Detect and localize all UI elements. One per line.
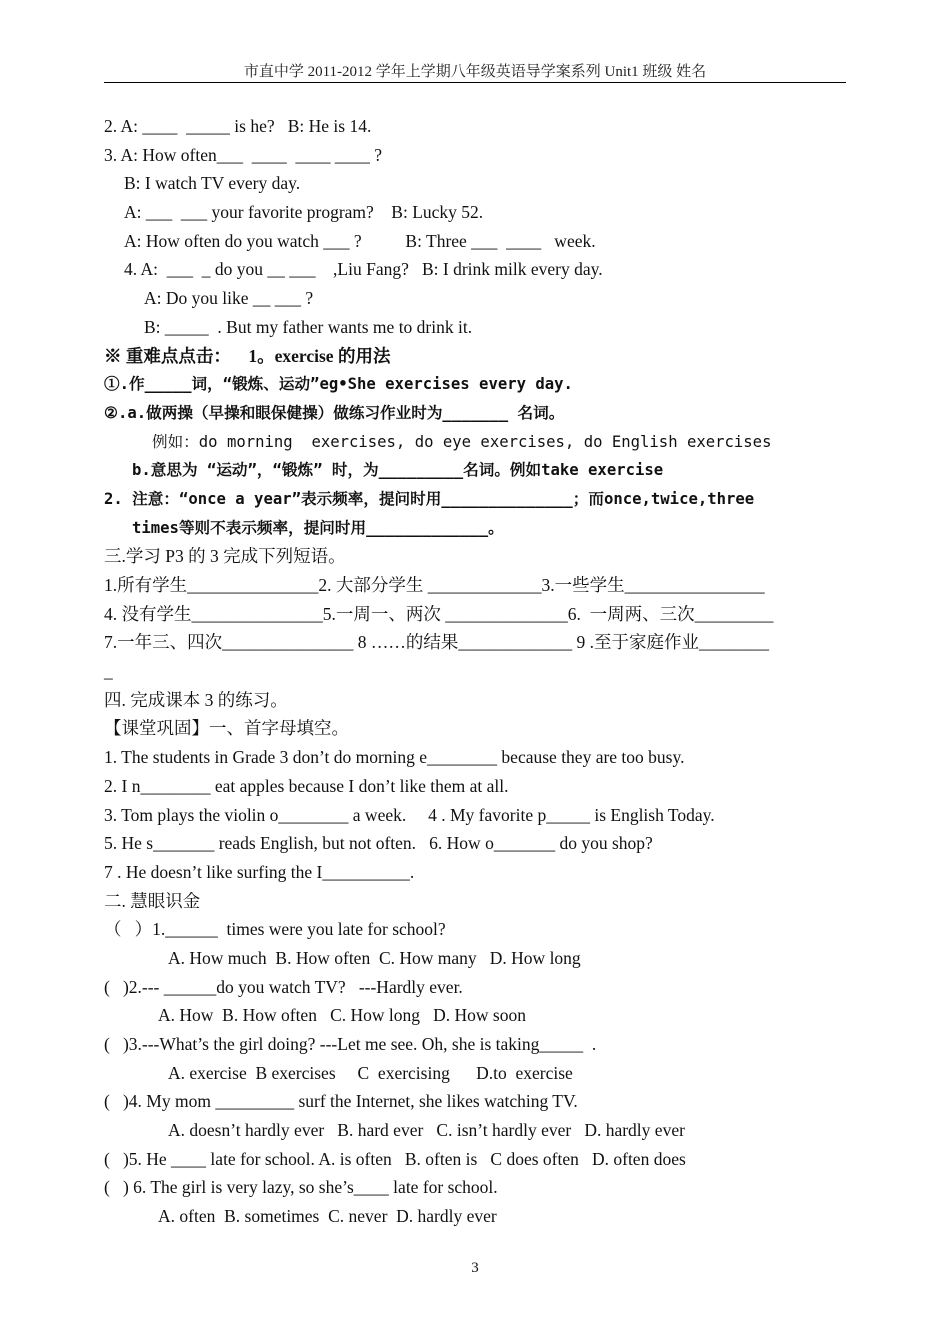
- text-line: B: I watch TV every day.: [124, 173, 301, 194]
- page-header: 市直中学 2011-2012 学年上学期八年级英语导学案系列 Unit1 班级 姓名: [243, 64, 707, 80]
- text-line: ( ) 6. The girl is very lazy, so she’s____ late for school.: [104, 1177, 498, 1198]
- text-line: 例如：do morning exercises, do eye exercises, do English exercises: [152, 432, 772, 451]
- text-line: ①.作_____词，“锻炼、运动”eg•She exercises every day.: [104, 375, 573, 394]
- text-line: ( )3.---What’s the girl doing? ---Let me see. Oh, she is taking_____ .: [104, 1034, 597, 1054]
- text-line: b.意思为 “运动”，“锻炼” 时，为_________名词。例如take exercise: [132, 461, 664, 480]
- text-line: ( )5. He ____ late for school. A. is often B. often is C does often D. often does: [104, 1148, 686, 1169]
- text-line: times等则不表示频率，提问时用_____________。: [132, 518, 504, 537]
- text-line: 四. 完成课本 3 的练习。: [104, 689, 288, 710]
- worksheet-body: [104, 112, 849, 1231]
- text-line: A. exercise B exercises C exercising D.to exercise: [168, 1062, 573, 1083]
- text-line: A. often B. sometimes C. never D. hardly ever: [158, 1206, 497, 1227]
- text-line: 5. He s_______ reads English, but not often. 6. How o_______ do you shop?: [104, 833, 653, 854]
- text-line: ②.a.做两操（早操和眼保健操）做练习作业时为_______ 名词。: [104, 403, 565, 422]
- text-line: 1.所有学生_______________2. 大部分学生 _____________3.一些学生________________: [104, 575, 765, 595]
- text-line: 7 . He doesn’t like surfing the I__________.: [104, 861, 415, 882]
- text-line: 4. A: ___ _ do you __ ___ ,Liu Fang? B: I drink milk every day.: [124, 259, 603, 280]
- page-number: 3: [471, 1260, 479, 1276]
- text-line: 2. 注意：“once a year”表示频率，提问时用______________；而once,twice,three: [104, 489, 755, 508]
- text-line: A: ___ ___ your favorite program? B: Lucky 52.: [124, 202, 484, 223]
- text-line: 1. The students in Grade 3 don’t do morning e________ because they are too busy.: [104, 747, 685, 768]
- text-line: 2. A: ____ _____ is he? B: He is 14.: [104, 116, 372, 136]
- text-line: 三.学习 P3 的 3 完成下列短语。: [104, 546, 346, 567]
- text-line: ( )4. My mom _________ surf the Internet, she likes watching TV.: [104, 1091, 578, 1112]
- text-line: 3. A: How often___ ____ ____ ____ ?: [104, 144, 383, 165]
- text-line: _: [104, 661, 113, 682]
- text-line: A. How B. How often C. How long D. How soon: [158, 1005, 526, 1026]
- text-line: 4. 没有学生_______________5.一周一、两次 ______________6. 一周两、三次_________: [104, 603, 774, 624]
- text-line: 7.一年三、四次_______________ 8 ……的结果_____________ 9 .至于家庭作业________: [104, 632, 769, 653]
- text-line: 二. 慧眼识金: [104, 890, 201, 911]
- header-rule: [104, 82, 846, 83]
- text-line: 【课堂巩固】一、首字母填空。: [104, 718, 349, 739]
- text-line: A. doesn’t hardly ever B. hard ever C. isn’t hardly ever D. hardly ever: [168, 1120, 685, 1141]
- text-line: A: Do you like __ ___ ?: [144, 288, 314, 309]
- text-line: 3. Tom plays the violin o________ a week. 4 . My favorite p_____ is English Today.: [104, 804, 715, 825]
- text-line: ( )2.--- ______do you watch TV? ---Hardly ever.: [104, 976, 463, 997]
- text-line: 2. I n________ eat apples because I don’t like them at all.: [104, 775, 509, 796]
- text-line: A. How much B. How often C. How many D. How long: [168, 947, 581, 968]
- text-line: （ ）1.______ times were you late for school?: [104, 919, 446, 940]
- text-line: B: _____ . But my father wants me to drink it.: [144, 316, 473, 337]
- text-line: A: How often do you watch ___ ? B: Three ___ ____ week.: [124, 230, 596, 251]
- text-line: ※ 重难点点击： 1。exercise 的用法: [104, 345, 391, 366]
